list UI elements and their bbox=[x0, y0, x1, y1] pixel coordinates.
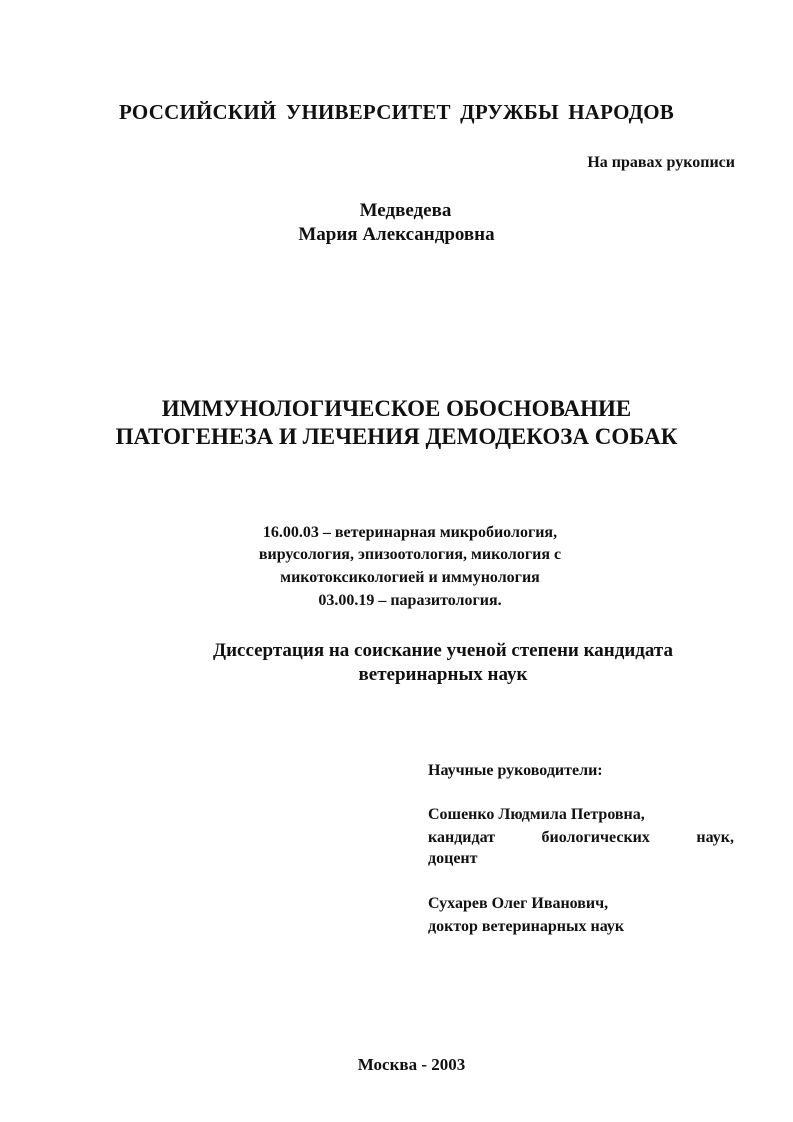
author-given-names: Мария Александровна bbox=[298, 224, 495, 245]
thesis-title-line-2: ПАТОГЕНЕЗА И ЛЕЧЕНИЯ ДЕМОДЕКОЗА СОБАК bbox=[115, 424, 678, 449]
supervisors-heading: Научные руководители: bbox=[428, 762, 603, 779]
degree-line-2: ветеринарных наук bbox=[358, 664, 528, 685]
specialty-line-2: вирусология, эпизоотология, микология с bbox=[258, 546, 562, 563]
supervisor-1-title-word-2: биологических bbox=[541, 829, 650, 846]
supervisor-2-title: доктор ветеринарных наук bbox=[428, 918, 625, 935]
city-year: Москва - 2003 bbox=[357, 1055, 466, 1074]
supervisor-1-name: Сошенко Людмила Петровна, bbox=[428, 806, 645, 823]
supervisor-2-name: Сухарев Олег Иванович, bbox=[428, 895, 609, 912]
thesis-title-line-1: ИММУНОЛОГИЧЕСКОЕ ОБОСНОВАНИЕ bbox=[161, 396, 632, 421]
university-name: РОССИЙСКИЙ УНИВЕРСИТЕТ ДРУЖБЫ НАРОДОВ bbox=[119, 100, 674, 124]
specialty-line-3: микотоксикологией и иммунология bbox=[280, 569, 540, 586]
supervisor-1-rank: доцент bbox=[428, 850, 478, 867]
supervisor-1-title bbox=[428, 829, 734, 847]
supervisor-1-title-word-3: наук, bbox=[696, 829, 734, 846]
manuscript-note: На правах рукописи bbox=[587, 154, 735, 171]
specialty-line-1: 16.00.03 – ветеринарная микробиология, bbox=[262, 524, 558, 541]
author-surname: Медведева bbox=[359, 200, 452, 221]
specialty-line-4: 03.00.19 – паразитология. bbox=[318, 592, 502, 609]
degree-line-1: Диссертация на соискание ученой степени кандидата bbox=[213, 640, 673, 661]
supervisor-1-title-word-1: кандидат bbox=[428, 829, 496, 846]
